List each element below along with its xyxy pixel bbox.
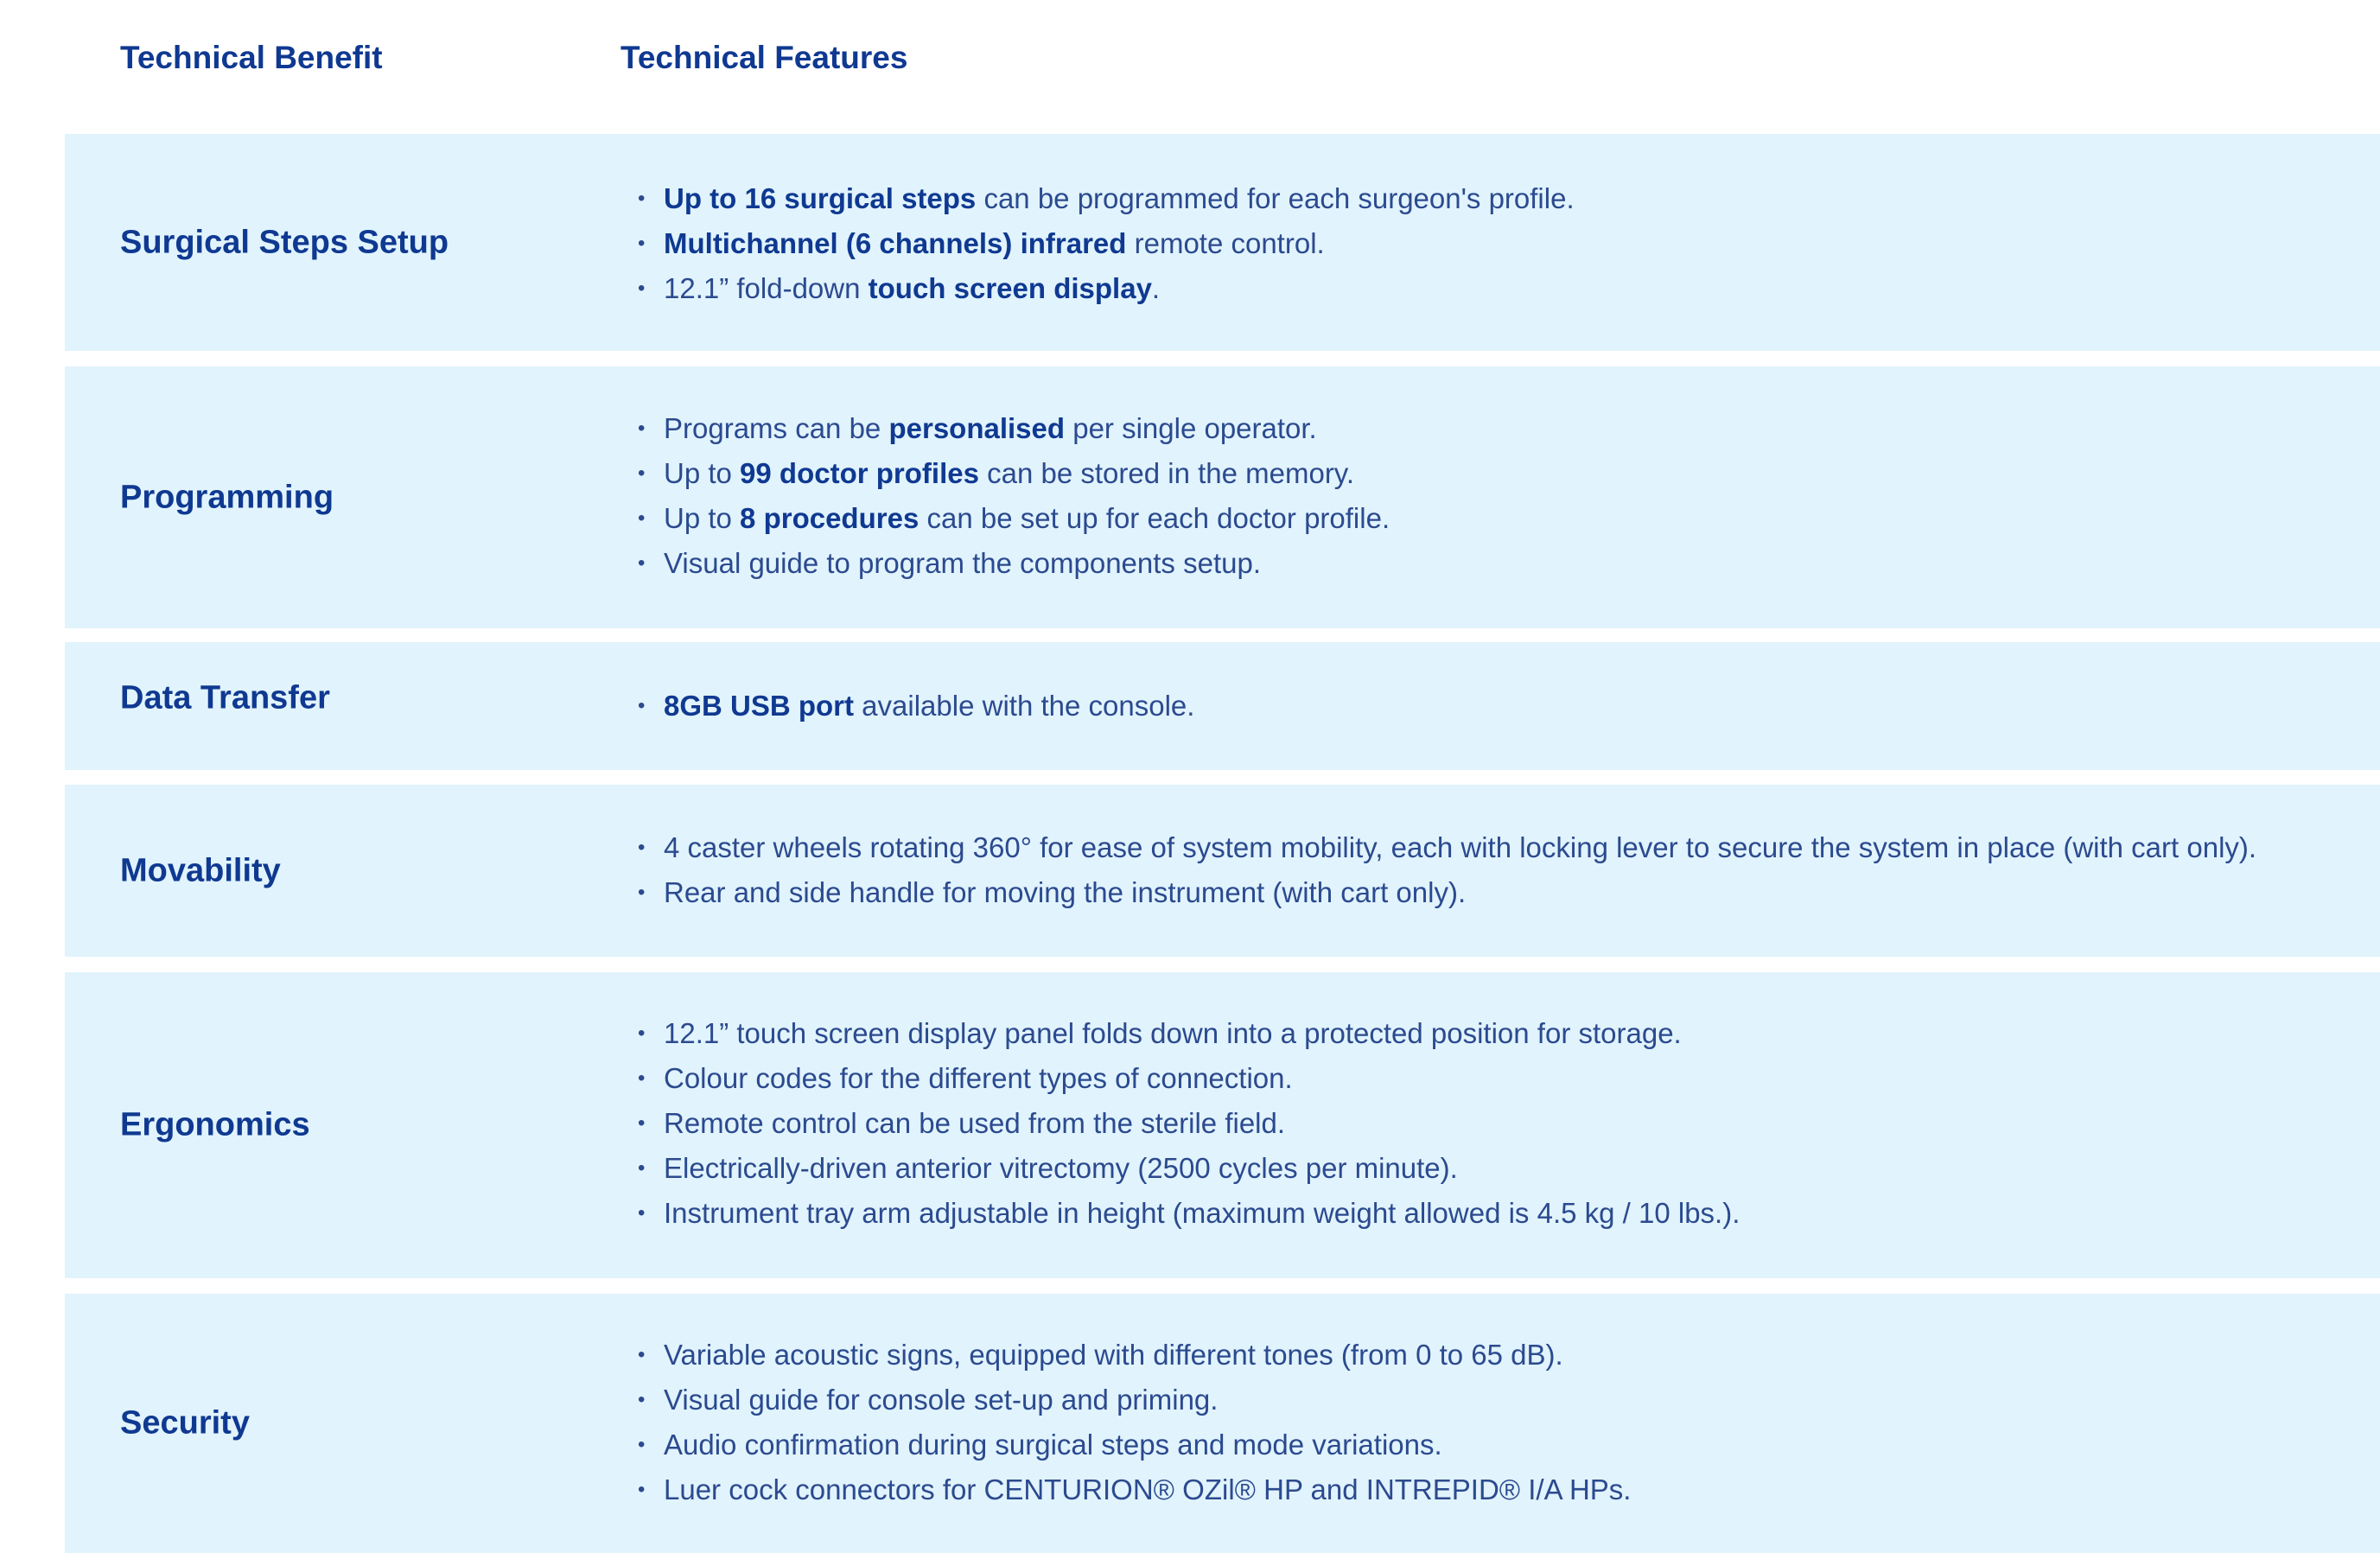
feature-text: 12.1” fold-down <box>664 272 869 304</box>
feature-highlight: 99 doctor profiles <box>740 457 979 489</box>
feature-item <box>638 870 2256 915</box>
feature-text: 4 caster wheels rotating 360° for ease of system mobility, each with locking lever to secure the system in place (with cart only). <box>664 831 2257 863</box>
feature-list <box>638 684 1194 729</box>
column-header-benefit: Technical Benefit <box>120 40 383 75</box>
feature-text: Instrument tray arm adjustable in height (maximum weight allowed is 4.5 kg / 10 lbs.). <box>664 1197 1740 1229</box>
feature-list <box>638 1011 1740 1236</box>
bullet-icon: • <box>638 417 646 440</box>
feature-text: Up to <box>664 502 741 534</box>
feature-text: Visual guide for console set-up and priming. <box>664 1384 1219 1416</box>
feature-text: can be set up for each doctor profile. <box>919 502 1390 534</box>
feature-text: Variable acoustic signs, equipped with different tones (from 0 to 65 dB). <box>664 1339 1563 1371</box>
feature-text: Colour codes for the different types of connection. <box>664 1062 1293 1094</box>
table-row <box>65 972 2380 1278</box>
table-row <box>65 366 2380 628</box>
feature-list <box>638 1333 1631 1512</box>
feature-item <box>638 1467 1631 1512</box>
bullet-icon: • <box>638 1066 646 1090</box>
feature-text: Rear and side handle for moving the instrument (with cart only). <box>664 876 1467 908</box>
row-title: Ergonomics <box>120 1106 310 1143</box>
row-title: Data Transfer <box>120 679 330 716</box>
feature-text: Remote control can be used from the sterile field. <box>664 1107 1286 1139</box>
feature-text: Visual guide to program the components setup. <box>664 547 1261 579</box>
bullet-icon: • <box>638 1156 646 1180</box>
feature-item <box>638 1378 1631 1423</box>
table-row <box>65 642 2380 770</box>
bullet-icon: • <box>638 277 646 300</box>
feature-highlight: 8 procedures <box>740 502 920 534</box>
feature-list <box>638 176 1575 311</box>
feature-item <box>638 406 1390 451</box>
feature-item <box>638 1333 1631 1378</box>
feature-item <box>638 684 1194 729</box>
feature-list <box>638 825 2256 915</box>
bullet-icon: • <box>638 1343 646 1366</box>
bullet-icon: • <box>638 187 646 210</box>
bullet-icon: • <box>638 1022 646 1045</box>
bullet-icon: • <box>638 232 646 255</box>
feature-item <box>638 221 1575 266</box>
bullet-icon: • <box>638 836 646 859</box>
feature-text: remote control. <box>1126 227 1325 259</box>
feature-text: Luer cock connectors for CENTURION® OZil® HP and INTREPID® I/A HPs. <box>664 1473 1632 1505</box>
feature-text: 12.1” touch screen display panel folds down into a protected position for storage. <box>664 1017 1682 1049</box>
feature-item <box>638 1011 1740 1056</box>
bullet-icon: • <box>638 506 646 530</box>
bullet-icon: • <box>638 461 646 485</box>
feature-highlight: personalised <box>888 412 1066 444</box>
feature-item <box>638 1423 1631 1467</box>
feature-text: Audio confirmation during surgical steps and mode variations. <box>664 1429 1442 1461</box>
feature-highlight: Up to 16 surgical steps <box>664 182 977 214</box>
bullet-icon: • <box>638 694 646 717</box>
feature-item <box>638 825 2256 870</box>
feature-text: per single operator. <box>1065 412 1317 444</box>
feature-text: . <box>1151 272 1161 304</box>
table-row <box>65 1294 2380 1553</box>
column-header-features: Technical Features <box>620 40 908 75</box>
feature-text: Programs can be <box>664 412 889 444</box>
feature-text: can be programmed for each surgeon's profile. <box>976 182 1575 214</box>
feature-item <box>638 1146 1740 1191</box>
row-title: Security <box>120 1404 250 1442</box>
row-title: Programming <box>120 479 334 515</box>
feature-item <box>638 266 1575 311</box>
feature-item <box>638 176 1575 221</box>
feature-list <box>638 406 1390 586</box>
feature-text: Electrically-driven anterior vitrectomy (2500 cycles per minute). <box>664 1152 1458 1184</box>
feature-item <box>638 541 1390 586</box>
row-title: Movability <box>120 852 281 888</box>
bullet-icon: • <box>638 1478 646 1501</box>
feature-text: can be stored in the memory. <box>978 457 1355 489</box>
feature-highlight: Multichannel (6 channels) infrared <box>664 227 1127 259</box>
feature-text: Up to <box>664 457 741 489</box>
feature-item <box>638 1101 1740 1146</box>
bullet-icon: • <box>638 1201 646 1225</box>
bullet-icon: • <box>638 1388 646 1411</box>
table-row <box>65 785 2380 957</box>
bullet-icon: • <box>638 1111 646 1135</box>
feature-text: available with the console. <box>854 690 1195 722</box>
bullet-icon: • <box>638 881 646 904</box>
bullet-icon: • <box>638 1433 646 1456</box>
feature-item <box>638 451 1390 496</box>
bullet-icon: • <box>638 551 646 575</box>
table-row <box>65 134 2380 351</box>
feature-highlight: 8GB USB port <box>664 690 855 722</box>
feature-highlight: touch screen display <box>868 272 1152 304</box>
feature-item <box>638 496 1390 541</box>
row-title: Surgical Steps Setup <box>120 224 449 260</box>
table-header <box>0 0 2380 134</box>
feature-item <box>638 1191 1740 1236</box>
feature-item <box>638 1056 1740 1101</box>
